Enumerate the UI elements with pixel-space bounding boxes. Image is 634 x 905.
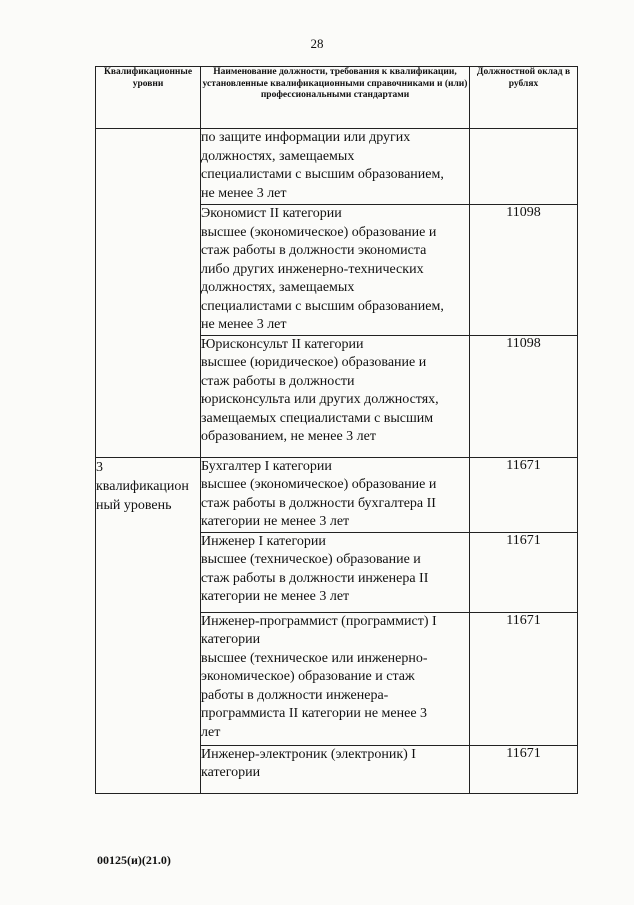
salary-cell: 11671 (470, 745, 578, 793)
page-number: 28 (310, 36, 324, 51)
position-line: замещаемых специалистами с высшим (201, 410, 434, 426)
position-line: специалистами с высшим образованием, (201, 298, 444, 314)
position-cell (201, 612, 470, 745)
position-line: высшее (экономическое) образование и (201, 477, 437, 492)
position-line: категории не менее 3 лет (201, 514, 350, 529)
position-line: стаж работы в должности бухгалтера II (201, 495, 436, 511)
level-cell-empty (96, 129, 201, 458)
position-line: по защите информации или других (201, 130, 411, 145)
position-line: высшее (экономическое) образование и (201, 224, 437, 240)
position-cell (201, 532, 470, 612)
position-line: стаж работы в должности инженера II (201, 570, 429, 586)
qualification-table (95, 66, 578, 794)
level-line: ный уровень (96, 497, 172, 513)
position-line: образованием, не менее 3 лет (201, 429, 376, 444)
position-line: высшее (техническое или инженерно- (201, 650, 428, 666)
table-header-row (96, 67, 578, 129)
position-cell (201, 335, 470, 457)
position-line: высшее (юридическое) образование и (201, 355, 427, 370)
level-line: квалификацион (96, 478, 189, 494)
salary-cell: 11671 (470, 532, 578, 612)
position-line: Инженер I категории (201, 533, 326, 549)
position-line: должностях, замещаемых (201, 280, 355, 295)
position-cell (201, 745, 470, 793)
position-line: либо других инженерно-технических (201, 261, 424, 277)
position-cell (201, 457, 470, 532)
position-line: специалистами с высшим образованием, (201, 167, 444, 182)
header-salary: Должностной оклад в рублях (470, 67, 578, 129)
footer-document-code: 00125(и)(21.0) (97, 853, 171, 867)
position-line: работы в должности инженера- (201, 687, 389, 703)
position-line: высшее (техническое) образование и (201, 552, 421, 567)
position-line: юрисконсульта или других должностях, (201, 392, 439, 407)
position-line: лет (201, 724, 221, 740)
salary-cell (470, 129, 578, 205)
position-line: не менее 3 лет (201, 185, 287, 201)
position-line: экономическое) образование и стаж (201, 669, 415, 684)
level-line: 3 (96, 459, 103, 475)
salary-cell: 11671 (470, 612, 578, 745)
salary-cell: 11098 (470, 205, 578, 336)
position-line: категории (201, 765, 261, 780)
position-line: не менее 3 лет (201, 317, 287, 332)
position-line: Бухгалтер I категории (201, 458, 332, 474)
position-line: Юрисконсульт II категории (201, 336, 364, 352)
position-line: программиста II категории не менее 3 (201, 706, 428, 721)
table-row (96, 457, 578, 532)
position-line: категории не менее 3 лет (201, 589, 350, 604)
header-position: Наименование должности, требования к квалификации, установленные квалификационными справочниками и (или) профессиональными стандартами (201, 67, 470, 129)
position-line: Инженер-программист (программист) I (201, 613, 437, 629)
position-line: категории (201, 632, 261, 647)
position-cell (201, 129, 470, 205)
position-line: стаж работы в должности экономиста (201, 243, 427, 258)
position-line: стаж работы в должности (201, 373, 355, 389)
qualification-level-cell (96, 457, 201, 793)
salary-cell: 11671 (470, 457, 578, 532)
table-row (96, 129, 578, 205)
salary-cell: 11098 (470, 335, 578, 457)
position-cell (201, 205, 470, 336)
position-line: Инженер-электроник (электроник) I (201, 746, 416, 762)
header-level: Квалификационные уровни (96, 67, 201, 129)
position-line: Экономист II категории (201, 206, 342, 221)
position-line: должностях, замещаемых (201, 148, 355, 164)
